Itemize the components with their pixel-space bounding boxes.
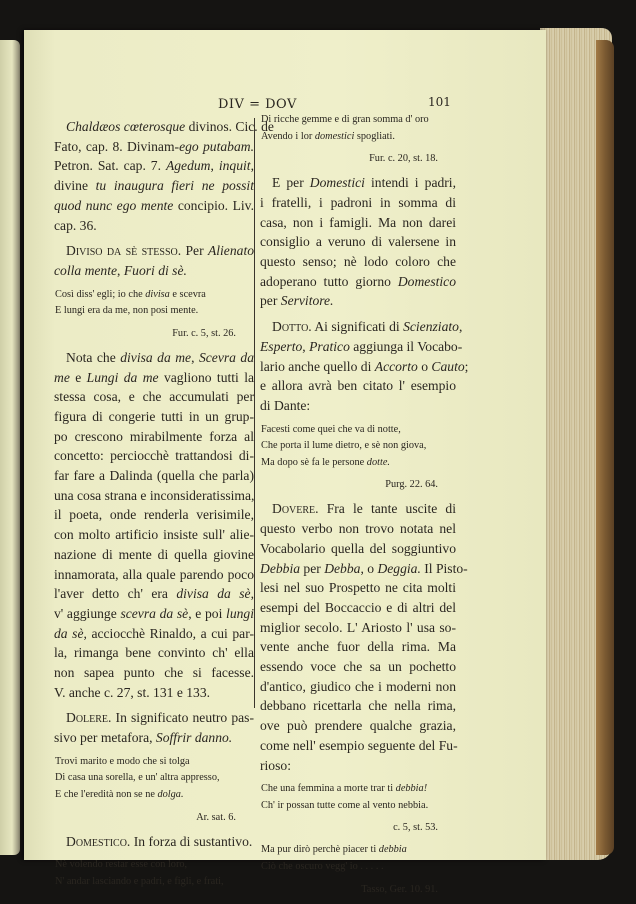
- text-line: [260, 798, 456, 815]
- italic-text: Domestici: [309, 175, 365, 191]
- text: E per: [272, 175, 310, 191]
- text: e: [69, 369, 87, 385]
- text-line: [54, 156, 254, 176]
- text: spogliati.: [354, 130, 395, 142]
- text: essendo voce che sa un pochetto: [260, 659, 456, 675]
- facing-page-edge: [0, 40, 20, 855]
- text-line: [260, 129, 456, 146]
- text: questo verbo non trovo notata nel: [260, 521, 456, 537]
- text: Tasso, Ger. 10. 91.: [361, 883, 438, 895]
- italic-text: Debba: [324, 560, 361, 576]
- entry-headword: Dolere.: [66, 710, 112, 726]
- entry-headword: Dovere.: [272, 501, 319, 517]
- text: una cosa strana e inconsideratissima,: [54, 487, 255, 503]
- text: E lungi era da me, non posi mente.: [55, 305, 199, 317]
- text: ,: [302, 338, 310, 354]
- citation: [260, 820, 456, 836]
- italic-text: Chaldæos cœterosque: [66, 119, 186, 134]
- text: innamorata, alla quale parendo poco: [54, 566, 254, 582]
- text: Di casa una sorella, e un' altra appresso,: [55, 772, 220, 784]
- paragraph: [260, 317, 469, 416]
- text: , o: [360, 560, 378, 576]
- text: non sapea punto che si facesse.: [54, 665, 254, 681]
- text-line: [54, 643, 254, 663]
- paragraph: [54, 348, 254, 703]
- text-line: [54, 810, 254, 826]
- text-line: [54, 137, 254, 157]
- text: come nell' esempio seguente del Fu-: [260, 737, 458, 753]
- text-line: [260, 696, 456, 716]
- italic-text: Agedum: [165, 158, 211, 174]
- italic-text: Scienziato: [403, 319, 459, 335]
- text-line: [260, 519, 456, 539]
- text: intendi i padri,: [364, 175, 456, 191]
- text: Petron. Sat. cap. 7.: [54, 158, 166, 174]
- italic-text: lungi: [226, 605, 254, 621]
- text: Vocabolario quella del soggiuntivo: [260, 540, 456, 556]
- text-line: [260, 716, 456, 736]
- text-line: [260, 376, 456, 396]
- italic-text: quod nunc ego mente: [54, 197, 174, 213]
- text: Trovi marito e modo che si tolga: [55, 755, 190, 767]
- text-line: [260, 112, 456, 129]
- text-line: [260, 756, 456, 776]
- italic-text: Cauto: [431, 358, 465, 374]
- text-line: [260, 539, 456, 559]
- italic-text: divisa da sè: [176, 586, 251, 602]
- text: Purg. 22. 64.: [385, 479, 438, 491]
- text: V. anche c. 27, st. 131 e 133.: [54, 684, 211, 700]
- text: casa, non i famigli. Ma non darei: [260, 214, 456, 230]
- verse-quotation: [260, 842, 456, 875]
- text-line: [260, 578, 456, 598]
- italic-text: Fuori di sè.: [123, 262, 187, 278]
- italic-text: Pratico: [309, 338, 350, 354]
- text-line: [260, 272, 456, 292]
- text-line: [54, 525, 254, 545]
- text-line: [260, 677, 456, 697]
- text-line: [260, 232, 456, 252]
- text-line: [260, 396, 456, 416]
- italic-text: Lungi da me: [86, 369, 159, 385]
- text: consiglio a veruno di valersene in: [260, 234, 456, 250]
- italic-text: Debbia: [260, 560, 301, 576]
- page-number: 101: [428, 95, 451, 109]
- italic-text: debbia!: [395, 783, 428, 795]
- text: Nota che: [66, 349, 121, 365]
- text-line: [260, 193, 456, 213]
- text: la, rimanga bene convinto ch' ella: [54, 645, 254, 661]
- text: questo senso; nè lodo coloro che: [260, 254, 456, 269]
- text-line: [260, 422, 456, 439]
- text: ,: [250, 158, 254, 174]
- text-line: [260, 842, 456, 859]
- text: esempi del Boccaccio e di altri del: [260, 599, 456, 615]
- text-line: [54, 326, 254, 342]
- citation: [260, 151, 456, 167]
- text-line: [54, 857, 254, 874]
- text: rioso:: [260, 757, 291, 773]
- text: con molto artificio insiste sull' alie-: [54, 527, 254, 543]
- italic-text: Domestico: [397, 273, 456, 289]
- text-line: [54, 303, 254, 320]
- italic-text: colla mente: [54, 262, 118, 278]
- italic-text: inquit: [218, 158, 251, 174]
- text-line: [260, 559, 468, 579]
- text-line: [54, 754, 254, 771]
- text-line: [54, 261, 254, 281]
- text-line: [54, 663, 254, 683]
- text: Avendo i lor: [261, 130, 315, 142]
- text: Fur. c. 20, st. 18.: [369, 153, 438, 165]
- text-line: [260, 173, 456, 193]
- text-line: [54, 241, 254, 261]
- text: Che una femmina a morte trar ti: [261, 783, 396, 795]
- italic-text: dotte.: [366, 456, 390, 468]
- paragraph: [54, 708, 254, 747]
- text: lesi nel suo Prospetto ne cita molti: [260, 580, 456, 596]
- text: Il Pisto-: [420, 560, 468, 576]
- text: nazione di mente di quella giovine: [54, 546, 254, 562]
- verse-quotation: [260, 112, 456, 145]
- text-line: [260, 598, 456, 618]
- text-line: [260, 499, 456, 519]
- text-line: [54, 770, 254, 787]
- text-line: [54, 545, 254, 565]
- text-line: [260, 657, 456, 677]
- verse-quotation: [260, 422, 456, 472]
- text: d'antico, giudico che i moderni non: [260, 678, 456, 694]
- text: adoperano tutto giorno: [260, 273, 398, 289]
- entry-headword: Diviso da sè stesso.: [66, 243, 182, 259]
- text: ,: [210, 158, 219, 174]
- text-line: [260, 337, 463, 357]
- text-line: [260, 455, 456, 472]
- text-line: [54, 874, 254, 891]
- text: Fato, cap. 8. Divinam-: [54, 138, 180, 154]
- text: ,: [458, 319, 463, 335]
- text: Per: [181, 243, 208, 259]
- text-line: [260, 637, 456, 657]
- citation: [260, 477, 456, 493]
- text: di Dante:: [260, 397, 311, 413]
- text: stessa cosa, e che accumulati per: [54, 389, 254, 405]
- text-line: [54, 348, 254, 368]
- text: c. 5, st. 53.: [393, 822, 438, 834]
- paragraph: [54, 241, 254, 280]
- text-line: [260, 736, 456, 756]
- text: concetto: perciocchè trattandosi di-: [54, 448, 254, 464]
- italic-text: Alienato: [207, 243, 255, 259]
- text: ,: [250, 586, 254, 602]
- text-line: [54, 787, 254, 804]
- text: sivo per metafora,: [54, 730, 156, 746]
- text: ;: [464, 358, 469, 374]
- text: aggiunga il Vocabo-: [349, 338, 463, 354]
- paragraph: [54, 117, 274, 235]
- text-line: [260, 151, 456, 167]
- text-line: [260, 477, 456, 493]
- paragraph: [260, 499, 468, 775]
- text-line: [54, 624, 254, 644]
- text: vente anche fuor della rima. Ma: [260, 639, 456, 655]
- text: e allora avrà ben citato l' esempio: [260, 378, 456, 394]
- text: N' andar lasciando e padri, e figli, e frati,: [55, 875, 224, 887]
- text: cap. 36.: [54, 217, 97, 233]
- verse-quotation: [260, 781, 456, 814]
- text-line: [260, 820, 456, 836]
- text-line: [54, 832, 254, 852]
- text-line: [260, 438, 456, 455]
- text-line: [54, 407, 254, 427]
- italic-text: scevra da sè: [120, 605, 189, 621]
- text-line: [54, 446, 254, 466]
- italic-text: Deggia.: [377, 560, 421, 576]
- text: concipio. Liv.: [173, 197, 254, 213]
- text-line: [260, 291, 456, 311]
- text: per: [300, 560, 325, 576]
- text-line: [54, 486, 254, 506]
- text: In forza di sustantivo.: [130, 833, 253, 849]
- right-column: [260, 112, 469, 904]
- verse-quotation: [54, 857, 254, 890]
- text: far fare a Dalinda (quella che parla): [54, 468, 254, 484]
- text-line: [54, 683, 254, 703]
- paragraph: [260, 173, 456, 311]
- text: divinos. Cic. de: [185, 119, 274, 134]
- text-line: [54, 387, 254, 407]
- text: debbano ricettarla che nella rima,: [260, 698, 456, 714]
- text: figura di congerie tutti in un grup-: [54, 408, 254, 424]
- text-line: [260, 357, 469, 377]
- text-line: [54, 368, 254, 388]
- italic-text: Scevra da: [198, 349, 255, 365]
- italic-text: divisa da me: [120, 349, 192, 365]
- italic-text: divisa: [145, 288, 170, 300]
- italic-text: Soffrir danno.: [155, 730, 233, 746]
- italic-text: ego putabam.: [179, 138, 254, 154]
- text: i fratelli, i padroni in somma di: [260, 194, 456, 210]
- entry-headword: Dotto.: [272, 319, 312, 335]
- text-line: [54, 216, 254, 236]
- text-line: [54, 287, 254, 304]
- text-line: [54, 604, 254, 624]
- text: Facesti come quei che va di notte,: [261, 423, 401, 435]
- text-line: [260, 618, 456, 638]
- text: po crescono mirabilmente forza al: [54, 428, 254, 444]
- text-line: [54, 505, 254, 525]
- text-line: [260, 213, 456, 233]
- text-line: [260, 882, 456, 898]
- citation: [54, 810, 254, 826]
- entry-headword: Domestico.: [66, 833, 131, 849]
- italic-text: Servitore.: [280, 293, 334, 309]
- text: Ar. sat. 6.: [196, 811, 236, 823]
- text-line: [260, 859, 456, 876]
- citation: [260, 882, 456, 898]
- verse-quotation: [54, 754, 254, 804]
- verse-quotation: [54, 287, 254, 320]
- italic-text: domestici: [314, 130, 355, 142]
- text-line: [260, 781, 456, 798]
- text-line: [54, 565, 254, 585]
- text: ,: [117, 262, 124, 278]
- text-line: [54, 708, 254, 728]
- text: miglior secolo. L' Ariosto l' usa so-: [260, 619, 456, 635]
- italic-text: da sè: [54, 625, 84, 641]
- text: l'aver detto ch' era: [54, 586, 177, 602]
- text: v' aggiunge: [54, 605, 121, 621]
- text: lario anche quello di: [260, 358, 375, 374]
- text: E che l'eredità non se ne: [55, 789, 158, 801]
- text: Nè volendo restar esse con loro,: [55, 859, 188, 871]
- text: Fur. c. 5, st. 26.: [172, 327, 236, 339]
- left-column: [54, 117, 274, 897]
- column-divider: [254, 118, 255, 708]
- text: Ma dopo sè fa le persone: [261, 456, 367, 468]
- text-line: [54, 196, 254, 216]
- italic-text: debbia: [378, 844, 407, 856]
- text: Ma pur dirò perchè piacer ti: [261, 844, 379, 856]
- text: , acciocchè Rinaldo, a cui par-: [83, 625, 254, 641]
- text: In significato neutro pas-: [111, 710, 254, 726]
- text: ove può prendere qualche grazia,: [260, 718, 456, 734]
- text: per: [260, 293, 281, 309]
- citation: [54, 326, 254, 342]
- italic-text: Esperto: [260, 338, 303, 354]
- text-line: [54, 728, 254, 748]
- text-line: [54, 466, 254, 486]
- text-line: [54, 584, 254, 604]
- text: Ciò che oscuro vegg' io . . . . .: [261, 861, 384, 873]
- text-line: [54, 176, 254, 196]
- text: e scevra: [169, 288, 206, 300]
- text: Ch' ir possan tutte come al vento nebbia.: [261, 799, 429, 811]
- text: , e poi: [188, 605, 227, 621]
- text: Così diss' egli; io che: [55, 288, 146, 300]
- text-line: [260, 317, 463, 337]
- text: ,: [191, 349, 199, 365]
- italic-text: dolga.: [157, 789, 184, 801]
- text: Che porta il lume dietro, e sè non giova,: [261, 440, 427, 452]
- text: Ai significati di: [311, 319, 404, 335]
- text-line: [260, 252, 456, 272]
- text: Fra le tante uscite di: [318, 501, 456, 517]
- text: o: [417, 358, 432, 374]
- text: il poeta, onde renderla verisimile,: [54, 507, 254, 523]
- italic-text: tu inaugura fieri ne possit: [95, 178, 254, 194]
- paragraph: [54, 832, 254, 852]
- text: Di ricche gemme e di gran somma d' oro: [261, 114, 429, 125]
- italic-text: Accorto: [374, 358, 418, 374]
- text: vagliono tutti la: [158, 369, 255, 385]
- text-line: [54, 117, 274, 137]
- running-head: DIV = DOV: [218, 97, 297, 112]
- book-cover-edge: [596, 40, 614, 855]
- text: divine: [54, 178, 96, 194]
- text-line: [54, 427, 254, 447]
- italic-text: me: [54, 369, 70, 385]
